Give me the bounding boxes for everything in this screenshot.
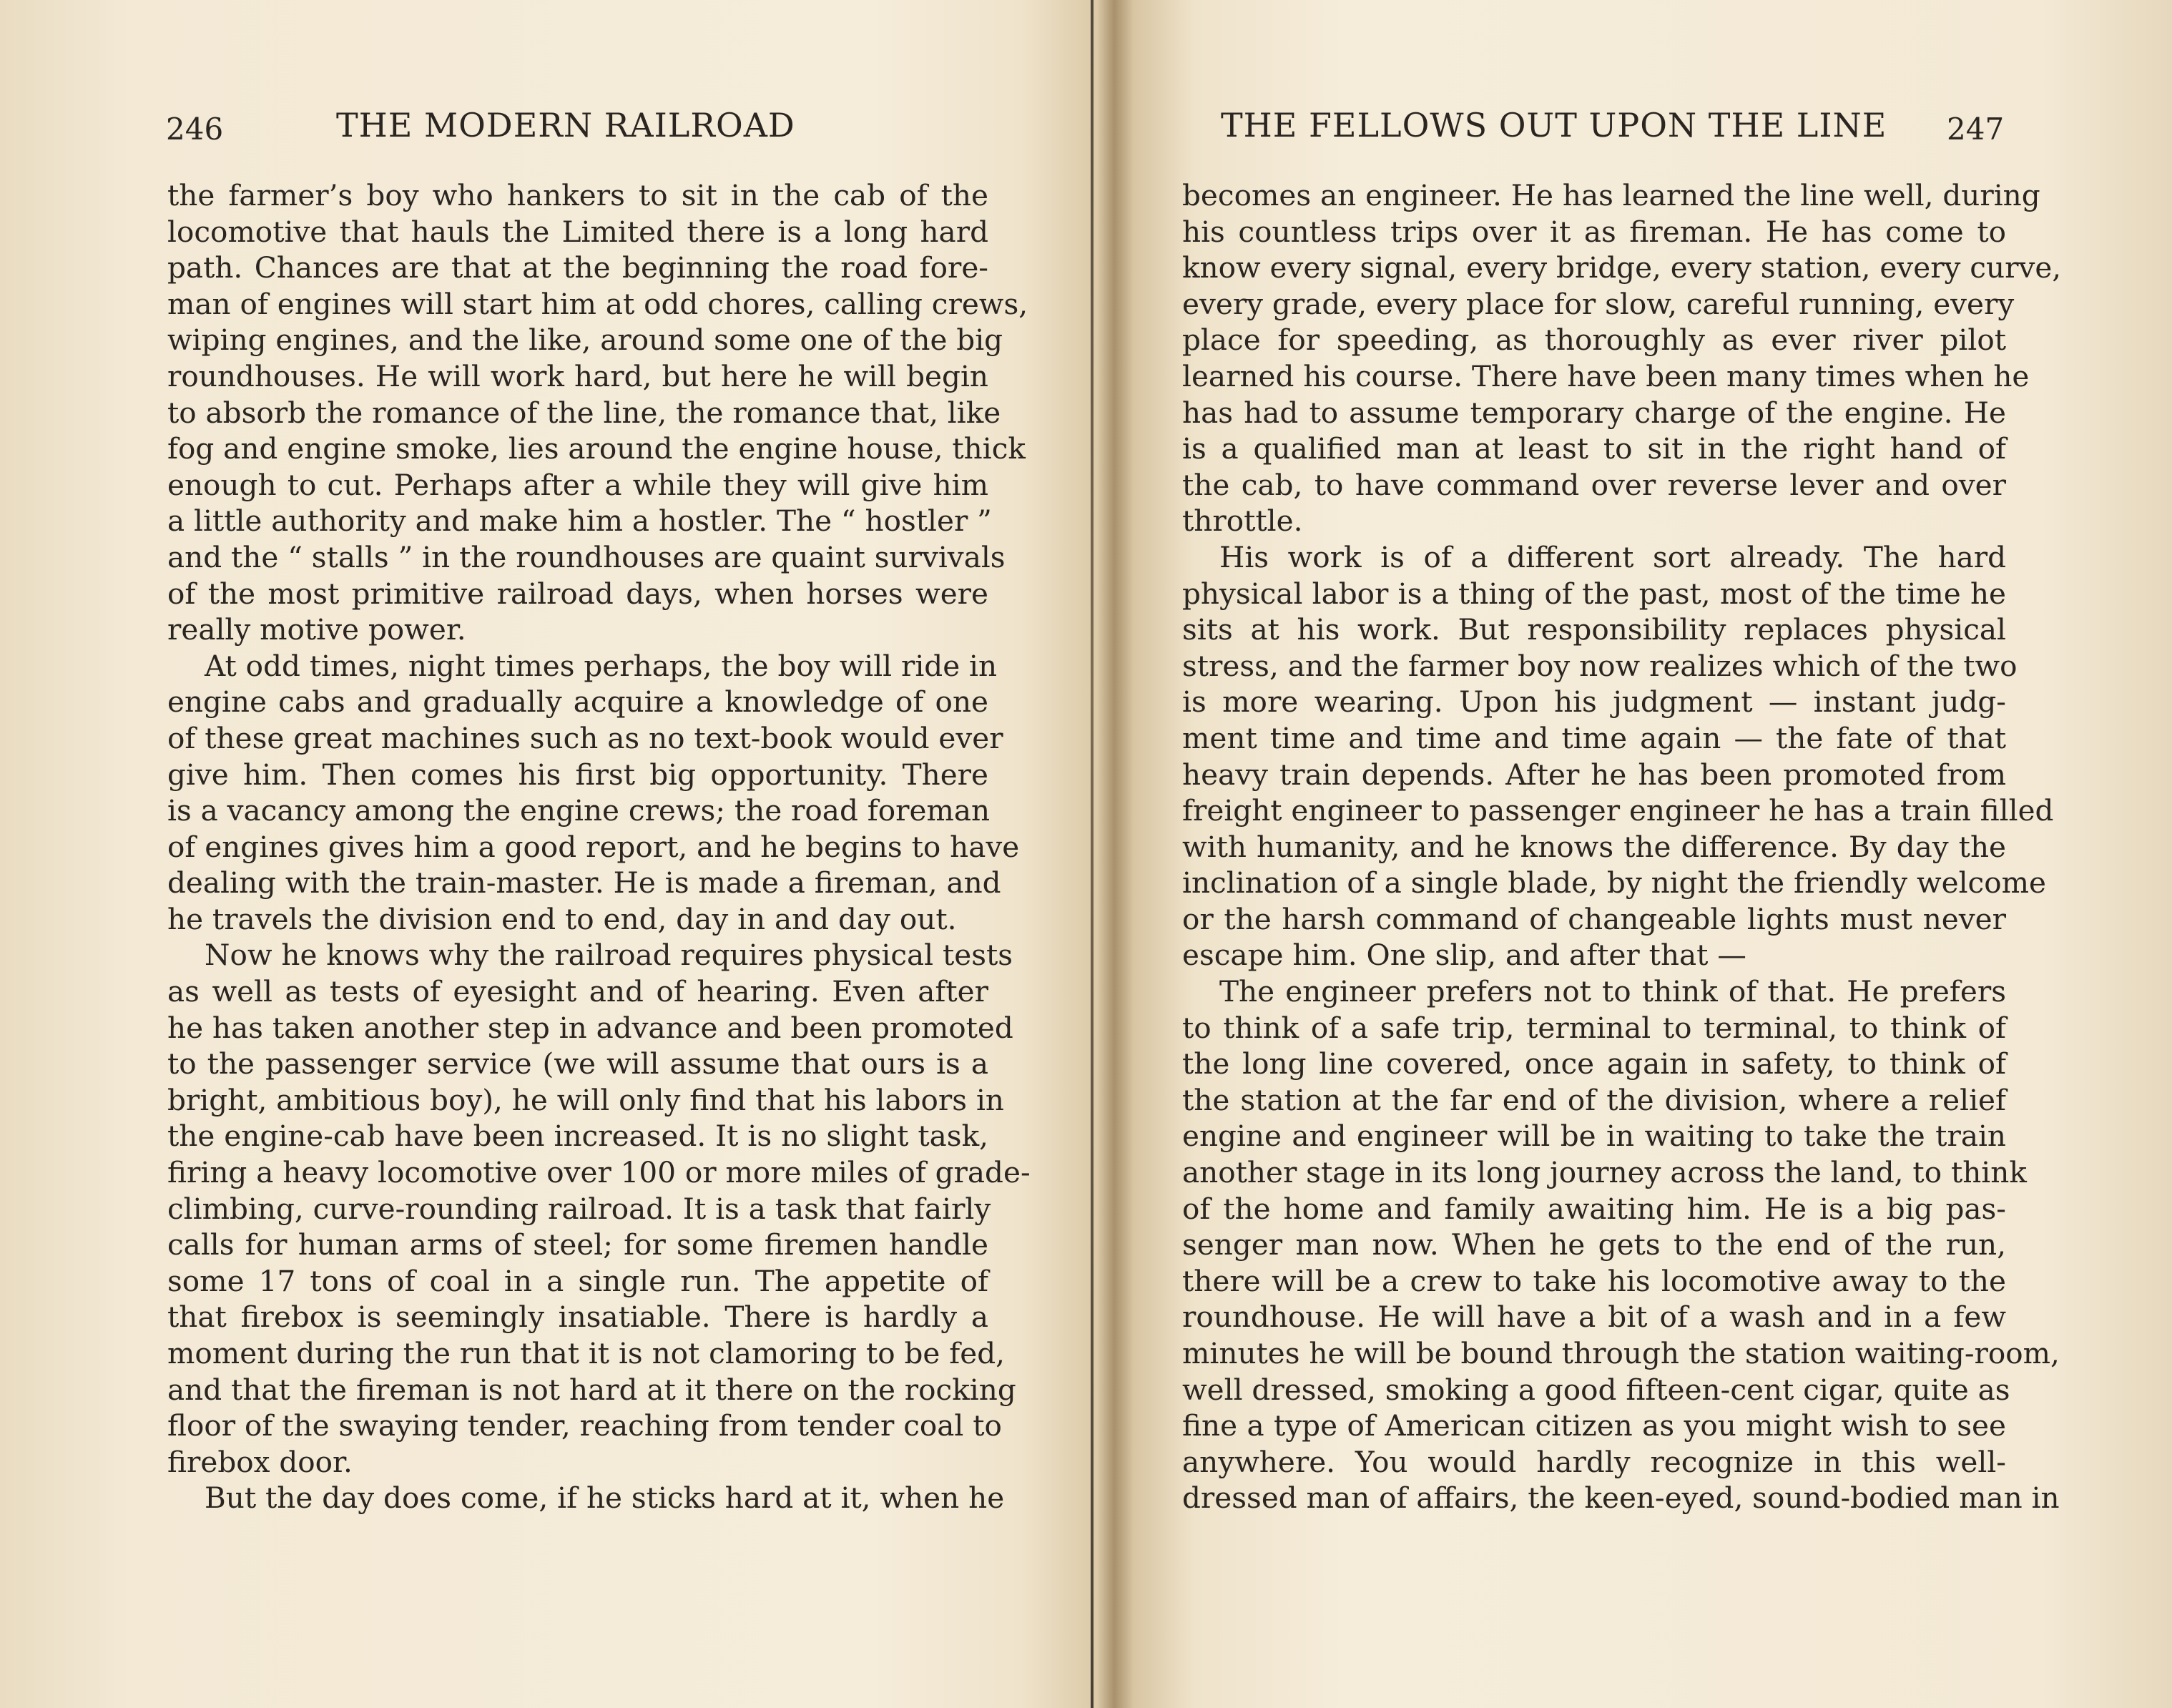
text-line: dressed man of affairs, the keen-eyed, sound-bodied man in xyxy=(1182,1481,2060,1516)
text-line: floor of the swaying tender, reaching from tender coal to xyxy=(167,1408,1002,1443)
text-line: escape him. One slip, and after that — xyxy=(1182,938,1746,973)
text-line: moment during the run that it is not clamoring to be fed, xyxy=(167,1336,1005,1370)
text-line: anywhere. You would hardly recognize in this well- xyxy=(1182,1444,2006,1479)
page-number-right: 247 xyxy=(1947,112,2005,147)
text-line: climbing, curve-rounding railroad. It is a task that fairly xyxy=(167,1191,991,1226)
text-line: of the home and family awaiting him. He is a big pas- xyxy=(1182,1191,2006,1226)
text-line: he travels the division end to end, day in and day out. xyxy=(167,901,957,936)
text-line: really motive power. xyxy=(167,612,466,647)
text-line: another stage in its long journey across the land, to think xyxy=(1182,1155,2027,1190)
running-head-right: THE FELLOWS OUT UPON THE LINE xyxy=(1221,106,1887,144)
text-line: physical labor is a thing of the past, most of the time he xyxy=(1182,576,2006,611)
text-line: the engine-cab have been increased. It is no slight task, xyxy=(167,1119,988,1154)
text-line: give him. Then comes his first big opportunity. There xyxy=(167,757,988,792)
text-line: inclination of a single blade, by night the friendly welcome xyxy=(1182,865,2046,900)
text-line: to the passenger service (we will assume that ours is a xyxy=(167,1046,988,1081)
text-line: path. Chances are that at the beginning the road fore- xyxy=(167,250,988,285)
left-page xyxy=(0,0,1073,1708)
text-line: engine cabs and gradually acquire a knowledge of one xyxy=(167,684,988,720)
text-line: The engineer prefers not to think of that. He prefers xyxy=(1219,974,2006,1009)
text-line: of the most primitive railroad days, when horses were xyxy=(167,576,988,611)
text-line: wiping engines, and the like, around some one of the big xyxy=(167,323,1003,358)
text-line: roundhouse. He will have a bit of a wash and in a few xyxy=(1182,1300,2006,1335)
text-line: enough to cut. Perhaps after a while they will give him xyxy=(167,467,988,502)
text-line: engine and engineer will be in waiting to take the train xyxy=(1182,1119,2006,1154)
text-line: with humanity, and he knows the difference. By day the xyxy=(1182,829,2006,864)
text-line: some 17 tons of coal in a single run. The appetite of xyxy=(167,1263,988,1298)
text-line: place for speeding, as thoroughly as ever river pilot xyxy=(1182,323,2006,358)
text-line: of these great machines such as no text-book would ever xyxy=(167,720,1003,755)
text-line: as well as tests of eyesight and of hearing. Even after xyxy=(167,974,988,1009)
text-line: locomotive that hauls the Limited there is a long hard xyxy=(167,214,988,249)
text-line: has had to assume temporary charge of the engine. He xyxy=(1182,395,2006,430)
running-head-left: THE MODERN RAILROAD xyxy=(336,106,795,144)
text-line: he has taken another step in advance and been promoted xyxy=(167,1010,1013,1045)
text-line: minutes he will be bound through the station waiting-room, xyxy=(1182,1336,2060,1370)
text-line: every grade, every place for slow, careful running, every xyxy=(1182,286,2015,321)
left-page-body xyxy=(167,177,1031,1516)
text-line: to think of a safe trip, terminal to terminal, to think of xyxy=(1182,1010,2006,1045)
text-line: there will be a crew to take his locomotive away to the xyxy=(1182,1263,2006,1298)
text-line: But the day does come, if he sticks hard at it, when he xyxy=(205,1481,1005,1516)
text-line: that firebox is seemingly insatiable. There is hardly a xyxy=(167,1300,988,1335)
text-line: well dressed, smoking a good fifteen-cent cigar, quite as xyxy=(1182,1372,2010,1407)
book-gutter xyxy=(1091,0,1094,1708)
text-line: heavy train depends. After he has been promoted from xyxy=(1182,757,2006,792)
right-page xyxy=(1105,0,2172,1708)
text-line: His work is of a different sort already. The hard xyxy=(1219,539,2006,574)
text-line: learned his course. There have been many times when he xyxy=(1182,358,2030,393)
text-line: sits at his work. But responsibility replaces physical xyxy=(1182,612,2006,647)
text-line: throttle. xyxy=(1182,504,1303,539)
text-line: roundhouses. He will work hard, but here he will begin xyxy=(167,358,988,393)
text-line: his countless trips over it as fireman. He has come to xyxy=(1182,214,2006,249)
text-line: is a vacancy among the engine crews; the road foreman xyxy=(167,793,991,828)
text-line: the station at the far end of the division, where a relief xyxy=(1182,1082,2006,1117)
text-line: stress, and the farmer boy now realizes which of the two xyxy=(1182,648,2018,683)
page-number-left: 246 xyxy=(166,112,224,147)
text-line: At odd times, night times perhaps, the boy will ride in xyxy=(205,648,998,683)
text-line: fine a type of American citizen as you might wish to see xyxy=(1182,1408,2006,1443)
text-line: or the harsh command of changeable lights must never xyxy=(1182,901,2006,936)
text-line: the long line covered, once again in safety, to think of xyxy=(1182,1046,2006,1081)
text-line: Now he knows why the railroad requires physical tests xyxy=(205,938,1013,973)
text-line: firing a heavy locomotive over 100 or more miles of grade- xyxy=(167,1155,1031,1190)
text-line: and the “ stalls ” in the roundhouses are quaint survivals xyxy=(167,539,1006,574)
text-line: calls for human arms of steel; for some firemen handle xyxy=(167,1227,988,1262)
text-line: the farmer’s boy who hankers to sit in the cab of the xyxy=(167,178,988,212)
text-line: and that the fireman is not hard at it there on the rocking xyxy=(167,1372,1016,1407)
text-line: know every signal, every bridge, every station, every curve, xyxy=(1182,250,2062,285)
text-line: dealing with the train-master. He is made a fireman, and xyxy=(167,865,1001,900)
text-line: of engines gives him a good report, and he begins to have xyxy=(167,829,1020,864)
text-line: the cab, to have command over reverse lever and over xyxy=(1182,467,2006,502)
text-line: is more wearing. Upon his judgment — instant judg- xyxy=(1182,684,2006,720)
text-line: freight engineer to passenger engineer he has a train filled xyxy=(1182,793,2054,828)
text-line: man of engines will start him at odd chores, calling crews, xyxy=(167,286,1028,321)
text-line: fog and engine smoke, lies around the engine house, thick xyxy=(167,431,1026,466)
text-line: senger man now. When he gets to the end of the run, xyxy=(1182,1227,2006,1262)
text-line: becomes an engineer. He has learned the line well, during xyxy=(1182,178,2040,212)
text-line: to absorb the romance of the line, the romance that, like xyxy=(167,395,1001,430)
right-page-body xyxy=(1182,177,2062,1516)
text-line: is a qualified man at least to sit in the right hand of xyxy=(1182,431,2006,466)
text-line: firebox door. xyxy=(167,1444,353,1479)
text-line: a little authority and make him a hostler. The “ hostler ” xyxy=(167,504,992,539)
text-line: bright, ambitious boy), he will only find that his labors in xyxy=(167,1082,1004,1117)
text-line: ment time and time and time again — the fate of that xyxy=(1182,720,2006,755)
